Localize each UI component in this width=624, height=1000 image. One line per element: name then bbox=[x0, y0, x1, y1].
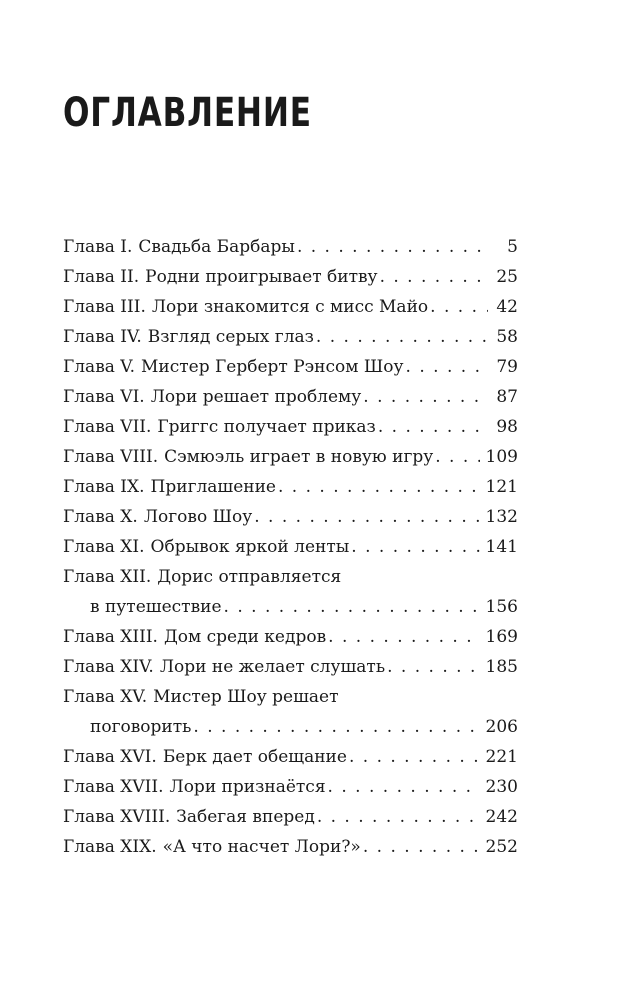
page-number: 242 bbox=[485, 807, 518, 827]
dot-leader bbox=[224, 592, 480, 622]
chapter-title: Родни проигрывает битву bbox=[145, 267, 378, 287]
chapter-number: Глава XVII. bbox=[63, 777, 164, 797]
toc-line bbox=[63, 412, 518, 442]
toc-entry bbox=[63, 622, 518, 652]
page-number: 79 bbox=[496, 357, 518, 377]
toc-entry bbox=[63, 742, 518, 772]
toc-line bbox=[63, 262, 518, 292]
chapter-title: Дом среди кедров bbox=[163, 627, 327, 647]
page-number: 132 bbox=[485, 507, 518, 527]
chapter-title: Приглашение bbox=[150, 477, 276, 497]
chapter-number: Глава I. bbox=[63, 237, 133, 257]
chapter-title: Лори не желает слушать bbox=[159, 657, 386, 677]
toc-entry bbox=[63, 532, 518, 562]
page-number: 169 bbox=[485, 627, 518, 647]
page-number: 221 bbox=[485, 747, 518, 767]
toc-line bbox=[63, 382, 518, 412]
chapter-number: Глава XV. bbox=[63, 687, 148, 707]
dot-leader bbox=[349, 742, 480, 772]
toc-entry bbox=[63, 232, 518, 262]
table-of-contents bbox=[63, 232, 518, 862]
page-number: 58 bbox=[496, 327, 518, 347]
toc-line bbox=[63, 652, 518, 682]
toc-entry bbox=[63, 352, 518, 382]
toc-line bbox=[63, 802, 518, 832]
page-number: 42 bbox=[496, 297, 518, 317]
dot-leader bbox=[297, 232, 488, 262]
chapter-title: Лори решает проблему bbox=[150, 387, 362, 407]
dot-leader bbox=[435, 442, 479, 472]
dot-leader bbox=[363, 832, 480, 862]
chapter-title: Обрывок яркой ленты bbox=[150, 537, 350, 557]
page-number: 121 bbox=[485, 477, 518, 497]
chapter-number: Глава XIII. bbox=[63, 627, 158, 647]
chapter-number: Глава XI. bbox=[63, 537, 145, 557]
chapter-title: Сэмюэль играет в новую игру bbox=[164, 447, 434, 467]
dot-leader bbox=[380, 262, 488, 292]
toc-line bbox=[63, 322, 518, 352]
chapter-number: Глава III. bbox=[63, 297, 146, 317]
toc-line bbox=[63, 742, 518, 772]
chapter-number: Глава XIV. bbox=[63, 657, 154, 677]
page-number: 230 bbox=[485, 777, 518, 797]
chapter-number: Глава V. bbox=[63, 357, 136, 377]
toc-entry bbox=[63, 502, 518, 532]
chapter-title: Дорис отправляется bbox=[157, 567, 342, 587]
page-number: 98 bbox=[496, 417, 518, 437]
dot-leader bbox=[328, 622, 479, 652]
toc-line bbox=[63, 562, 518, 592]
page-number: 252 bbox=[485, 837, 518, 857]
dot-leader bbox=[406, 352, 488, 382]
chapter-title: Логово Шоу bbox=[143, 507, 253, 527]
chapter-number: Глава X. bbox=[63, 507, 138, 527]
page-number: 156 bbox=[485, 597, 518, 617]
toc-entry bbox=[63, 412, 518, 442]
toc-line bbox=[63, 502, 518, 532]
toc-entry bbox=[63, 802, 518, 832]
toc-line bbox=[63, 832, 518, 862]
chapter-title-continuation: поговорить bbox=[90, 717, 192, 737]
toc-entry bbox=[63, 472, 518, 502]
chapter-title: Лори знакомится с мисс Майо bbox=[151, 297, 429, 317]
toc-line bbox=[63, 622, 518, 652]
dot-leader bbox=[378, 412, 488, 442]
page-number: 185 bbox=[485, 657, 518, 677]
page-number: 5 bbox=[507, 237, 518, 257]
dot-leader bbox=[351, 532, 479, 562]
toc-entry bbox=[63, 562, 518, 622]
toc-entry bbox=[63, 652, 518, 682]
toc-line-continuation bbox=[63, 712, 518, 742]
toc-line bbox=[63, 292, 518, 322]
dot-leader bbox=[317, 802, 480, 832]
chapter-title-continuation: в путешествие bbox=[90, 597, 222, 617]
toc-entry bbox=[63, 262, 518, 292]
toc-line bbox=[63, 772, 518, 802]
dot-leader bbox=[193, 712, 479, 742]
dot-leader bbox=[387, 652, 479, 682]
chapter-number: Глава XIX. bbox=[63, 837, 157, 857]
toc-line bbox=[63, 682, 518, 712]
toc-line bbox=[63, 352, 518, 382]
chapter-title: Лори признаётся bbox=[169, 777, 326, 797]
toc-entry bbox=[63, 382, 518, 412]
toc-entry bbox=[63, 682, 518, 742]
toc-entry bbox=[63, 772, 518, 802]
toc-line bbox=[63, 532, 518, 562]
dot-leader bbox=[430, 292, 488, 322]
chapter-number: Глава II. bbox=[63, 267, 140, 287]
page-number: 206 bbox=[485, 717, 518, 737]
chapter-title: Взгляд серых глаз bbox=[147, 327, 314, 347]
toc-entry bbox=[63, 832, 518, 862]
dot-leader bbox=[278, 472, 480, 502]
chapter-number: Глава VII. bbox=[63, 417, 152, 437]
chapter-number: Глава XII. bbox=[63, 567, 152, 587]
chapter-number: Глава VI. bbox=[63, 387, 145, 407]
dot-leader bbox=[328, 772, 480, 802]
toc-entry bbox=[63, 442, 518, 472]
page-number: 109 bbox=[485, 447, 518, 467]
page-number: 87 bbox=[496, 387, 518, 407]
chapter-number: Глава IX. bbox=[63, 477, 145, 497]
dot-leader bbox=[363, 382, 488, 412]
chapter-title: «А что насчет Лори?» bbox=[162, 837, 361, 857]
toc-entry bbox=[63, 292, 518, 322]
toc-line bbox=[63, 472, 518, 502]
page-title: ОГЛАВЛЕНИЕ bbox=[63, 90, 312, 136]
chapter-title: Свадьба Барбары bbox=[138, 237, 295, 257]
dot-leader bbox=[254, 502, 479, 532]
chapter-title: Забегая вперед bbox=[176, 807, 315, 827]
chapter-title: Берк дает обещание bbox=[162, 747, 347, 767]
toc-entry bbox=[63, 322, 518, 352]
dot-leader bbox=[316, 322, 488, 352]
toc-line bbox=[63, 442, 518, 472]
chapter-number: Глава IV. bbox=[63, 327, 142, 347]
page-number: 25 bbox=[496, 267, 518, 287]
chapter-number: Глава XVI. bbox=[63, 747, 157, 767]
chapter-title: Григгс получает приказ bbox=[157, 417, 376, 437]
chapter-title: Мистер Шоу решает bbox=[153, 687, 339, 707]
chapter-title: Мистер Герберт Рэнсом Шоу bbox=[141, 357, 404, 377]
chapter-number: Глава VIII. bbox=[63, 447, 159, 467]
chapter-number: Глава XVIII. bbox=[63, 807, 171, 827]
page-number: 141 bbox=[485, 537, 518, 557]
toc-line-continuation bbox=[63, 592, 518, 622]
toc-line bbox=[63, 232, 518, 262]
